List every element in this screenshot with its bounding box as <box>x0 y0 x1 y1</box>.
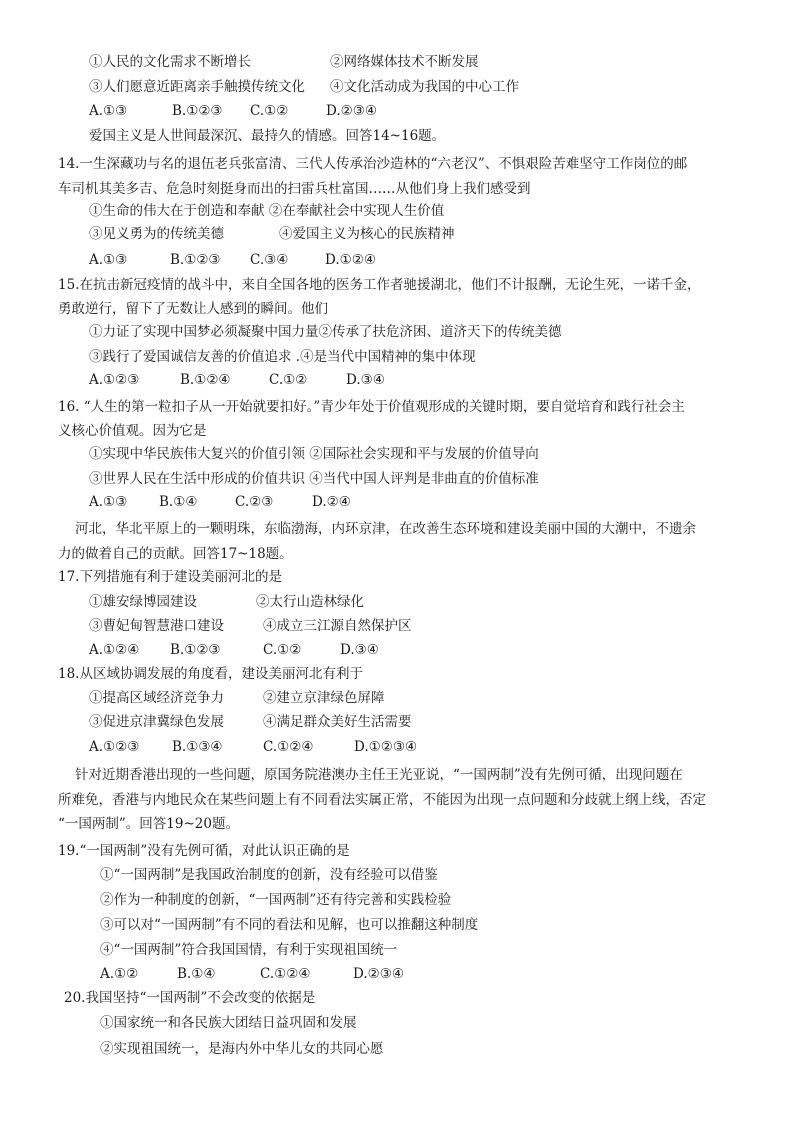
intro-19-20-line1: 针对近期香港出现的一些问题，原国务院港澳办主任王光亚说，“一国两制”没有先例可循，出现问题在 <box>75 767 683 783</box>
q18-stem: 18.从区域协调发展的角度看，建设美丽河北有利于 <box>58 666 363 682</box>
option-4: ④文化活动成为我国的中心工作 <box>330 79 519 95</box>
q15-answer-d: D.③④ <box>346 372 385 388</box>
q18-answer-c: C.①②④ <box>263 739 314 755</box>
q16-answer-c: C.②③ <box>235 494 274 510</box>
q14-option-3: ③见义勇为的传统美德 <box>89 226 224 242</box>
option-3: ③人们愿意近距离亲手触摸传统文化 <box>89 79 305 95</box>
q15-answer-c: C.①② <box>269 372 308 388</box>
intro-14-16: 爱国主义是人世间最深沉、最持久的情感。回答14~16题。 <box>89 128 446 144</box>
q19-option-4: ④“一国两制”符合我国国情，有利于实现祖国统一 <box>100 942 398 958</box>
option-2: ②网络媒体技术不断发展 <box>330 54 479 70</box>
q14-answer-c: C.③④ <box>250 252 289 268</box>
q19-answer-a: A.①② <box>100 966 139 982</box>
q16-stem-line2: 义核心价值观。因为它是 <box>58 423 207 439</box>
q14-stem-line2: 车司机其美多吉、危急时刻挺身而出的扫雷兵杜富国……从他们身上我们感受到 <box>58 181 531 197</box>
q15-stem-line1: 15.在抗击新冠疫情的战斗中，来自全国各地的医务工作者驰援湖北，他们不计报酬，无论生死，一诺千金， <box>58 277 701 293</box>
intro-17-18-line1: 河北，华北平原上的一颗明珠，东临渤海，内环京津，在改善生态环境和建设美丽中国的大潮中，不遗余 <box>75 521 696 537</box>
option-1: ①人民的文化需求不断增长 <box>89 54 251 70</box>
q17-answer-d: D.③④ <box>340 642 379 658</box>
q14-options-1-2: ①生命的伟大在于创造和奉献 ②在奉献社会中实现人生价值 <box>89 203 445 219</box>
q17-answer-b: B.①②③ <box>170 642 221 658</box>
q16-answer-b: B.①④ <box>159 494 198 510</box>
q18-option-3: ③促进京津冀绿色发展 <box>89 714 224 730</box>
q14-stem-line1: 14.一生深藏功与名的退伍老兵张富清、三代人传承治沙造林的“六老汉”、不惧艰险苦难坚守工作岗位的邮 <box>58 156 688 172</box>
q18-answer-a: A.①②③ <box>89 739 140 755</box>
q17-answer-a: A.①②④ <box>89 642 140 658</box>
q16-answer-a: A.①③ <box>89 494 128 510</box>
q20-stem: 20.我国坚持“一国两制”不会改变的依据是 <box>64 990 316 1006</box>
q15-stem-line2: 勇敢逆行，留下了无数让人感到的瞬间。他们 <box>58 301 328 317</box>
q16-stem-line1: 16. “人生的第一粒扣子从一开始就要扣好。”青少年处于价值观形成的关键时期，要自觉培育和践行社会主 <box>58 399 685 415</box>
q18-answer-d: D.①②③④ <box>354 739 418 755</box>
q17-answer-c: C.①② <box>263 642 302 658</box>
q20-option-2: ②实现祖国统一，是海内外中华儿女的共同心愿 <box>100 1041 384 1057</box>
answer-a: A.①③ <box>89 103 128 119</box>
q19-stem: 19.“一国两制”没有先例可循，对此认识正确的是 <box>58 843 350 859</box>
q15-options-1-2: ①力证了实现中国梦必须凝聚中国力量②传承了扶危济困、道济天下的传统美德 <box>89 324 562 340</box>
q18-option-1: ①提高区域经济竞争力 <box>89 690 224 706</box>
intro-19-20-line2: 所难免，香港与内地民众在某些问题上有不同看法实属正常，不能因为出现一点问题和分歧就上纲上线，否定 <box>58 792 706 808</box>
q18-option-4: ④满足群众美好生活需要 <box>263 714 412 730</box>
q19-answer-b: B.①④ <box>177 966 216 982</box>
q16-options-1-2: ①实现中华民族伟大复兴的价值引领 ②国际社会实现和平与发展的价值导向 <box>89 446 539 462</box>
q18-answer-b: B.①③④ <box>172 739 223 755</box>
q19-answer-c: C.①②④ <box>260 966 311 982</box>
q19-option-2: ②作为一种制度的创新，“一国两制”还有待完善和实践检验 <box>100 892 452 908</box>
q15-options-3-4: ③践行了爱国诚信友善的价值追求 .④是当代中国精神的集中体现 <box>89 349 476 365</box>
q16-options-3-4: ③世界人民在生活中形成的价值共识 ④当代中国人评判是非曲直的价值标准 <box>89 471 539 487</box>
intro-17-18-line2: 力的做着自己的贡献。回答17~18题。 <box>58 546 293 562</box>
answer-d: D.②③④ <box>326 103 377 119</box>
q16-answer-d: D.②④ <box>312 494 351 510</box>
q17-stem: 17.下列措施有利于建设美丽河北的是 <box>58 569 282 585</box>
q14-answer-a: A.①③ <box>89 252 128 268</box>
q14-answer-b: B.①②③ <box>170 252 221 268</box>
q17-option-2: ②太行山造林绿化 <box>256 594 364 610</box>
q14-option-4: ④爱国主义为核心的民族精神 <box>279 226 455 242</box>
q17-option-1: ①雄安绿博园建设 <box>89 594 197 610</box>
q15-answer-a: A.①②③ <box>89 372 140 388</box>
q19-option-3: ③可以对“一国两制”有不同的看法和见解，也可以推翻这种制度 <box>100 917 479 933</box>
q19-option-1: ①“一国两制”是我国政治制度的创新，没有经验可以借鉴 <box>100 867 438 883</box>
q18-option-2: ②建立京津绿色屏障 <box>263 690 385 706</box>
q14-answer-d: D.①②④ <box>325 252 376 268</box>
answer-c: C.①② <box>250 103 289 119</box>
q20-option-1: ①国家统一和各民族大团结日益巩固和发展 <box>100 1015 357 1031</box>
intro-19-20-line3: “一国两制”。回答19~20题。 <box>58 816 239 832</box>
q15-answer-b: B.①②④ <box>180 372 231 388</box>
q17-option-4: ④成立三江源自然保护区 <box>263 618 412 634</box>
q17-option-3: ③曹妃甸智慧港口建设 <box>89 618 224 634</box>
q19-answer-d: D.②③④ <box>353 966 404 982</box>
answer-b: B.①②③ <box>172 103 223 119</box>
